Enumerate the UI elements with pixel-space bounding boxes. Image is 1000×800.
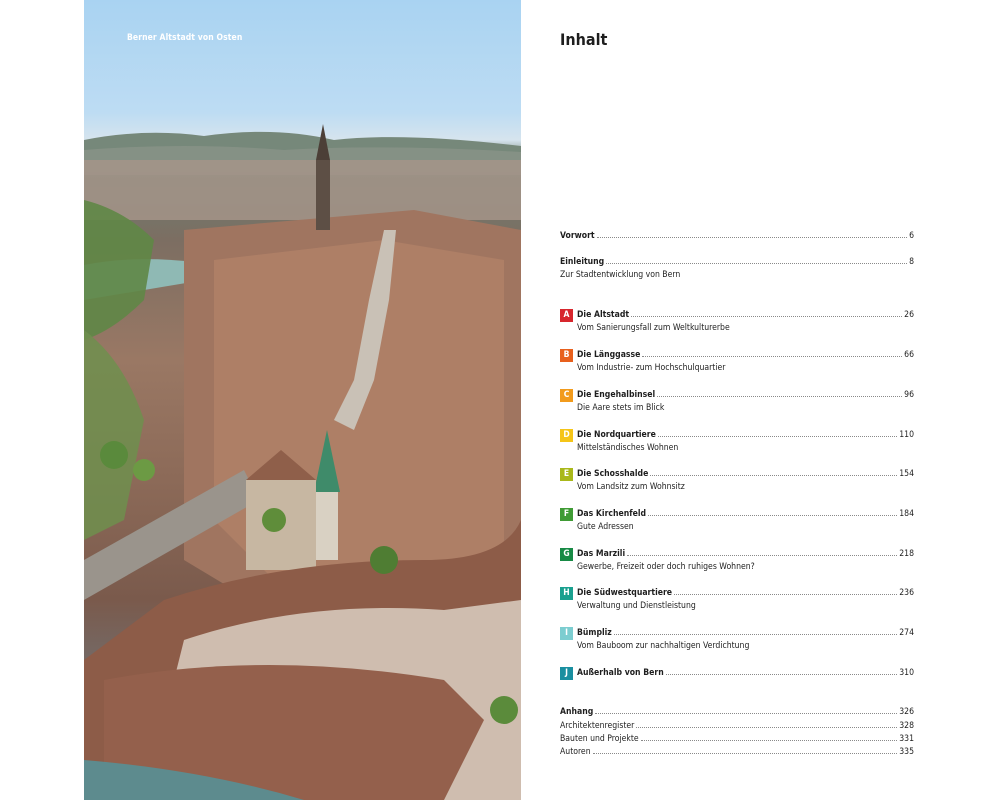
entry-label: Einleitung (560, 257, 605, 267)
entry-label: Das Marzili (577, 549, 626, 559)
dot-leader (674, 587, 897, 595)
entry-subtitle: Vom Industrie- zum Hochschulquartier (577, 363, 726, 373)
chapter-letter-badge: I (560, 627, 573, 640)
entry-subtitle: Zur Stadtentwicklung von Bern (560, 270, 681, 280)
page-number: 218 (899, 549, 914, 559)
dot-leader (641, 733, 898, 741)
page-number: 331 (899, 734, 914, 744)
toc-chapter-f[interactable] (560, 508, 914, 534)
entry-label: Die Altstadt (577, 310, 630, 320)
dot-leader (606, 256, 907, 264)
chapter-letter-badge: D (560, 429, 573, 442)
page-number: 66 (904, 350, 914, 360)
entry-subtitle: Vom Landsitz zum Wohnsitz (577, 482, 685, 492)
page-number: 236 (899, 588, 914, 598)
dot-leader (593, 746, 898, 754)
entry-label: Bauten und Projekte (560, 734, 639, 744)
page-number: 110 (899, 430, 914, 440)
page-number: 154 (899, 469, 914, 479)
dot-leader (595, 706, 897, 714)
toc-chapter-j[interactable] (560, 667, 914, 680)
toc-chapter-d[interactable] (560, 429, 914, 455)
entry-label: Die Südwestquartiere (577, 588, 673, 598)
page-number: 310 (899, 668, 914, 678)
chapter-letter-badge: G (560, 548, 573, 561)
dot-leader (642, 349, 902, 357)
toc-chapter-h[interactable] (560, 587, 914, 613)
dot-leader (648, 508, 897, 516)
entry-subtitle: Vom Bauboom zur nachhaltigen Verdichtung (577, 641, 750, 651)
toc-chapter-c[interactable] (560, 389, 914, 415)
page-number: 96 (904, 390, 914, 400)
dot-leader (636, 720, 897, 728)
dot-leader (614, 627, 897, 635)
toc-chapter-g[interactable] (560, 548, 914, 574)
dot-leader (658, 429, 897, 437)
page-title: Inhalt (560, 30, 608, 49)
old-town-aerial-illustration (84, 0, 521, 800)
entry-subtitle: Gewerbe, Freizeit oder doch ruhiges Wohnen? (577, 562, 755, 572)
dot-leader (650, 468, 897, 476)
entry-label: Vorwort (560, 231, 595, 241)
dot-leader (657, 389, 902, 397)
entry-label: Autoren (560, 747, 591, 757)
dot-leader (666, 667, 898, 675)
toc-entry-bauten-und-projekte[interactable] (560, 733, 914, 746)
toc-entry-einleitung[interactable] (560, 256, 914, 282)
entry-label: Anhang (560, 707, 594, 717)
page-number: 326 (899, 707, 914, 717)
chapter-letter-badge: C (560, 389, 573, 402)
chapter-letter-badge: B (560, 349, 573, 362)
entry-label: Die Nordquartiere (577, 430, 656, 440)
photo-caption: Berner Altstadt von Osten (127, 33, 243, 43)
entry-subtitle: Gute Adressen (577, 522, 634, 532)
page-number: 328 (899, 721, 914, 731)
entry-label: Die Länggasse (577, 350, 641, 360)
entry-subtitle: Vom Sanierungsfall zum Weltkulturerbe (577, 323, 730, 333)
page-number: 6 (909, 231, 914, 241)
toc-entry-architektenregister[interactable] (560, 720, 914, 733)
chapter-letter-badge: A (560, 309, 573, 322)
toc-entry-vorwort[interactable] (560, 230, 914, 243)
entry-label: Bümpliz (577, 628, 612, 638)
aerial-photo (84, 0, 521, 800)
dot-leader (597, 230, 907, 238)
entry-label: Das Kirchenfeld (577, 509, 647, 519)
entry-label: Außerhalb von Bern (577, 668, 664, 678)
toc-entry-anhang[interactable] (560, 706, 914, 719)
entry-label: Architektenregister (560, 721, 635, 731)
entry-subtitle: Die Aare stets im Blick (577, 403, 665, 413)
toc-chapter-i[interactable] (560, 627, 914, 653)
page-number: 335 (899, 747, 914, 757)
toc-chapter-e[interactable] (560, 468, 914, 494)
chapter-letter-badge: F (560, 508, 573, 521)
chapter-letter-badge: H (560, 587, 573, 600)
chapter-letter-badge: J (560, 667, 573, 680)
dot-leader (631, 309, 902, 317)
toc-chapter-a[interactable] (560, 309, 914, 335)
entry-subtitle: Mittelständisches Wohnen (577, 443, 679, 453)
page-number: 184 (899, 509, 914, 519)
entry-label: Die Schosshalde (577, 469, 649, 479)
page-number: 26 (904, 310, 914, 320)
dot-leader (627, 548, 897, 556)
page-number: 8 (909, 257, 914, 267)
entry-label: Die Engehalbinsel (577, 390, 656, 400)
toc-entry-autoren[interactable] (560, 746, 914, 759)
entry-subtitle: Verwaltung und Dienstleistung (577, 601, 696, 611)
chapter-letter-badge: E (560, 468, 573, 481)
toc-chapter-b[interactable] (560, 349, 914, 375)
page-number: 274 (899, 628, 914, 638)
